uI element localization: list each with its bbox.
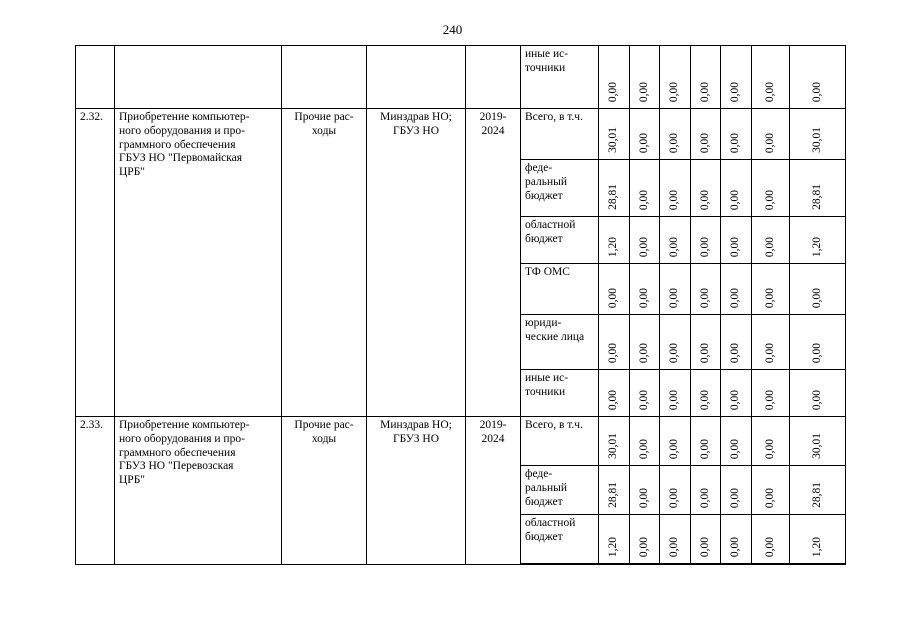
amount-value: 28,81 (607, 184, 620, 210)
amount-cell (721, 515, 752, 565)
expense-type: Прочие рас- ходы (282, 109, 367, 417)
amount-value: 0,00 (668, 342, 681, 363)
funding-source: ТФ ОМС (521, 264, 599, 315)
amount-cell (721, 46, 752, 109)
amount-value: 0,00 (698, 236, 711, 257)
amount-value: 0,00 (637, 389, 650, 410)
amount-value: 1,20 (810, 536, 823, 557)
amount-value: 0,00 (763, 342, 776, 363)
amount-cell (790, 417, 846, 466)
amount-value: 0,00 (729, 236, 742, 257)
amount-cell (790, 217, 846, 264)
amount-cell (752, 515, 790, 565)
amount-cell (721, 217, 752, 264)
amount-value: 0,00 (698, 438, 711, 459)
amount-value: 0,00 (729, 342, 742, 363)
amount-cell (691, 217, 721, 264)
amount-cell (660, 109, 691, 160)
amount-cell (691, 515, 721, 565)
amount-value: 0,00 (763, 236, 776, 257)
amount-cell (752, 160, 790, 217)
amount-value: 0,00 (668, 536, 681, 557)
amount-value: 0,00 (698, 132, 711, 153)
period: 2019- 2024 (466, 109, 521, 417)
amount-cell (721, 160, 752, 217)
amount-cell (691, 160, 721, 217)
amount-value: 0,00 (729, 438, 742, 459)
funding-source: юриди- ческие лица (521, 315, 599, 370)
amount-value: 0,00 (668, 132, 681, 153)
amount-value: 1,20 (607, 536, 620, 557)
amount-cell (599, 46, 630, 109)
amount-cell (790, 46, 846, 109)
amount-cell (790, 264, 846, 315)
amount-value: 0,00 (637, 536, 650, 557)
amount-value: 0,00 (729, 389, 742, 410)
amount-cell (599, 109, 630, 160)
amount-cell (752, 46, 790, 109)
amount-cell (660, 264, 691, 315)
amount-cell (599, 315, 630, 370)
amount-cell (752, 315, 790, 370)
amount-cell (660, 315, 691, 370)
period (466, 46, 521, 109)
amount-cell (752, 466, 790, 515)
item-number: 2.32. (76, 109, 115, 417)
amount-cell (721, 370, 752, 417)
amount-cell (630, 315, 660, 370)
amount-value: 0,00 (698, 81, 711, 102)
amount-value: 0,00 (668, 287, 681, 308)
amount-value: 1,20 (607, 236, 620, 257)
amount-cell (630, 417, 660, 466)
amount-cell (790, 515, 846, 565)
amount-value: 28,81 (810, 482, 823, 508)
amount-value: 0,00 (607, 287, 620, 308)
amount-cell (660, 466, 691, 515)
amount-value: 30,01 (607, 433, 620, 459)
amount-cell (599, 217, 630, 264)
amount-cell (660, 515, 691, 565)
amount-cell (790, 109, 846, 160)
amount-value: 0,00 (763, 287, 776, 308)
funding-source: областной бюджет (521, 217, 599, 264)
amount-value: 0,00 (810, 342, 823, 363)
period: 2019- 2024 (466, 417, 521, 565)
funding-source: Всего, в т.ч. (521, 417, 599, 466)
item-number: 2.33. (76, 417, 115, 565)
amount-cell (790, 315, 846, 370)
amount-cell (599, 515, 630, 565)
amount-value: 0,00 (763, 438, 776, 459)
executor: Минздрав НО; ГБУЗ НО (367, 109, 466, 417)
amount-cell (599, 370, 630, 417)
amount-cell (660, 417, 691, 466)
amount-value: 0,00 (668, 189, 681, 210)
amount-value: 0,00 (668, 389, 681, 410)
amount-cell (691, 370, 721, 417)
amount-value: 0,00 (668, 81, 681, 102)
amount-value: 0,00 (637, 189, 650, 210)
funding-source: феде- ральный бюджет (521, 466, 599, 515)
executor (367, 46, 466, 109)
funding-source: областной бюджет (521, 515, 599, 565)
amount-value: 0,00 (637, 342, 650, 363)
item-name: Приобретение компьютер- ного оборудования и про- граммного обеспечения ГБУЗ НО "Перевозская ЦРБ" (115, 417, 282, 565)
amount-cell (599, 264, 630, 315)
amount-value: 0,00 (637, 487, 650, 508)
amount-value: 0,00 (763, 536, 776, 557)
amount-cell (691, 46, 721, 109)
amount-value: 0,00 (729, 287, 742, 308)
amount-cell (630, 466, 660, 515)
amount-cell (660, 217, 691, 264)
amount-cell (660, 370, 691, 417)
amount-cell (721, 109, 752, 160)
amount-cell (721, 466, 752, 515)
table-row (76, 417, 846, 466)
amount-value: 0,00 (607, 81, 620, 102)
amount-value: 0,00 (668, 236, 681, 257)
item-name (115, 46, 282, 109)
funding-source: иные ис- точники (521, 370, 599, 417)
amount-value: 0,00 (729, 487, 742, 508)
funding-source: феде- ральный бюджет (521, 160, 599, 217)
amount-cell (691, 264, 721, 315)
amount-cell (691, 466, 721, 515)
amount-value: 0,00 (637, 438, 650, 459)
amount-value: 1,20 (810, 236, 823, 257)
amount-value: 0,00 (698, 487, 711, 508)
amount-value: 0,00 (763, 132, 776, 153)
amount-cell (721, 417, 752, 466)
amount-value: 30,01 (810, 433, 823, 459)
amount-value: 0,00 (698, 189, 711, 210)
amount-value: 0,00 (607, 389, 620, 410)
amount-cell (630, 370, 660, 417)
item-name: Приобретение компьютер- ного оборудования и про- граммного обеспечения ГБУЗ НО "Первомайская ЦРБ" (115, 109, 282, 417)
amount-value: 0,00 (637, 287, 650, 308)
amount-cell (599, 417, 630, 466)
amount-cell (752, 217, 790, 264)
amount-cell (630, 515, 660, 565)
amount-cell (630, 160, 660, 217)
amount-cell (599, 466, 630, 515)
amount-value: 0,00 (637, 236, 650, 257)
amount-cell (630, 109, 660, 160)
amount-value: 0,00 (698, 342, 711, 363)
amount-cell (630, 217, 660, 264)
amount-value: 0,00 (729, 81, 742, 102)
amount-cell (752, 109, 790, 160)
amount-value: 0,00 (810, 81, 823, 102)
amount-cell (790, 160, 846, 217)
amount-value: 0,00 (637, 132, 650, 153)
table-row (76, 109, 846, 160)
funding-source: иные ис- точники (521, 46, 599, 109)
table-row (76, 46, 846, 109)
amount-value: 28,81 (607, 482, 620, 508)
amount-cell (790, 370, 846, 417)
program-table (75, 45, 846, 565)
amount-value: 0,00 (729, 189, 742, 210)
amount-cell (691, 109, 721, 160)
amount-value: 28,81 (810, 184, 823, 210)
amount-cell (721, 264, 752, 315)
amount-cell (660, 46, 691, 109)
expense-type: Прочие рас- ходы (282, 417, 367, 565)
amount-value: 0,00 (698, 536, 711, 557)
amount-value: 0,00 (668, 438, 681, 459)
amount-value: 0,00 (729, 536, 742, 557)
amount-cell (790, 466, 846, 515)
amount-value: 0,00 (668, 487, 681, 508)
executor: Минздрав НО; ГБУЗ НО (367, 417, 466, 565)
amount-cell (691, 417, 721, 466)
expense-type (282, 46, 367, 109)
amount-cell (630, 46, 660, 109)
amount-cell (752, 264, 790, 315)
amount-value: 0,00 (698, 389, 711, 410)
amount-cell (599, 160, 630, 217)
amount-cell (752, 370, 790, 417)
amount-cell (721, 315, 752, 370)
amount-value: 0,00 (763, 189, 776, 210)
amount-value: 0,00 (729, 132, 742, 153)
funding-source: Всего, в т.ч. (521, 109, 599, 160)
amount-cell (752, 417, 790, 466)
amount-value: 0,00 (607, 342, 620, 363)
amount-value: 0,00 (763, 81, 776, 102)
amount-cell (630, 264, 660, 315)
amount-value: 0,00 (763, 487, 776, 508)
amount-value: 0,00 (810, 287, 823, 308)
amount-value: 0,00 (763, 389, 776, 410)
amount-cell (660, 160, 691, 217)
page-number: 240 (442, 22, 463, 37)
amount-value: 30,01 (810, 127, 823, 153)
amount-value: 0,00 (637, 81, 650, 102)
amount-value: 30,01 (607, 127, 620, 153)
amount-value: 0,00 (810, 389, 823, 410)
item-number (76, 46, 115, 109)
amount-cell (691, 315, 721, 370)
amount-value: 0,00 (698, 287, 711, 308)
